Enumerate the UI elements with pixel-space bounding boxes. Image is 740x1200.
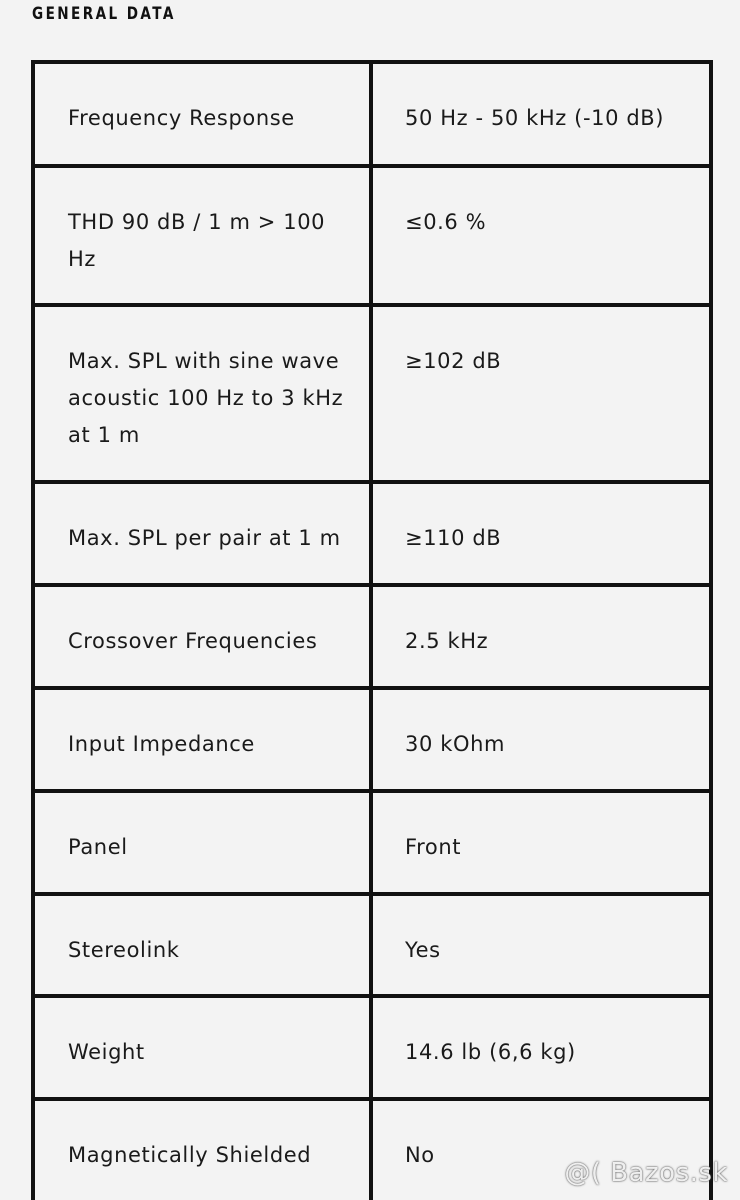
- spec-value: 14.6 lb (6,6 kg): [371, 996, 711, 1099]
- spec-label: THD 90 dB / 1 m > 100 Hz: [33, 166, 371, 305]
- spec-label: Max. SPL with sine wave acoustic 100 Hz to 3 kHz at 1 m: [33, 305, 371, 482]
- section-title: GENERAL DATA: [32, 4, 176, 24]
- spec-label: Input Impedance: [33, 688, 371, 791]
- table-row: [33, 305, 711, 482]
- table-row: [33, 166, 711, 305]
- spec-label: Panel: [33, 791, 371, 894]
- spec-label: Magnetically Shielded: [33, 1099, 371, 1200]
- spec-value: 2.5 kHz: [371, 585, 711, 688]
- spec-value: ≤0.6 %: [371, 166, 711, 305]
- spec-label: Weight: [33, 996, 371, 1099]
- spec-label: Frequency Response: [33, 62, 371, 166]
- table-row: [33, 894, 711, 996]
- spec-value: No: [371, 1099, 711, 1200]
- spec-value: Front: [371, 791, 711, 894]
- table-row: [33, 585, 711, 688]
- bazos-watermark: @( Bazos.sk: [564, 1158, 728, 1188]
- table-row: [33, 688, 711, 791]
- spec-value: ≥102 dB: [371, 305, 711, 482]
- table-row: [33, 482, 711, 585]
- spec-value: 30 kOhm: [371, 688, 711, 791]
- table-row: [33, 791, 711, 894]
- spec-label: Max. SPL per pair at 1 m: [33, 482, 371, 585]
- table-row: [33, 62, 711, 166]
- spec-label: Crossover Frequencies: [33, 585, 371, 688]
- spec-table: [31, 60, 713, 1200]
- spec-value: ≥110 dB: [371, 482, 711, 585]
- table-row: [33, 996, 711, 1099]
- spec-label: Stereolink: [33, 894, 371, 996]
- spec-value: Yes: [371, 894, 711, 996]
- spec-value: 50 Hz - 50 kHz (-10 dB): [371, 62, 711, 166]
